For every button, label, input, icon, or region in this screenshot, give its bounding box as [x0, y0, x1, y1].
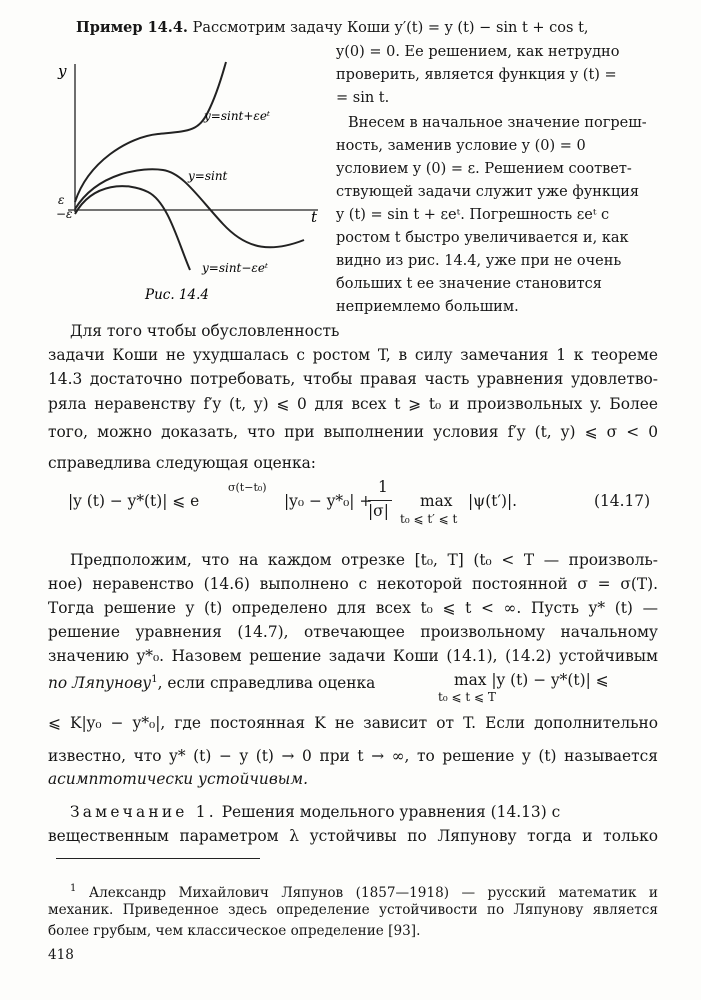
footnote-text-1: Александр Михайлович Ляпунов (1857—1918) — русский математик и: [88, 885, 658, 901]
y-axis-label: y: [58, 62, 67, 80]
curve-label-minus: y=sint−εeᵗ: [202, 261, 268, 275]
para2-line-1: Предположим, что на каждом отрезке [t₀, T] (t₀ < T — произволь-: [70, 551, 658, 569]
example-line-11: видно из рис. 14.4, уже при не очень: [336, 253, 622, 269]
x-axis-label: t: [311, 208, 318, 226]
para2-line-8: известно, что y* (t) − y (t) → 0 при t → ∞, то решение y (t) называется: [48, 747, 658, 765]
para1-line-6: справедлива следующая оценка:: [48, 454, 316, 472]
para2-line-7: ⩽ K|y₀ − y*₀|, где постоянная K не зависит от T. Если дополнительно: [48, 714, 658, 732]
footnote-line-2: механик. Приведенное здесь определение устойчивости по Ляпунову является: [48, 902, 658, 918]
example-line-8: ствующей задачи служит уже функция: [336, 184, 640, 200]
lyapunov-term: по Ляпунову: [48, 674, 152, 692]
para2-line-4: решение уравнения (14.7), отвечающее произвольному начальному: [48, 623, 658, 641]
formula-number: (14.17): [594, 492, 651, 510]
example-line-5: Внесем в начальное значение погреш-: [348, 115, 647, 131]
footnote-rule: [56, 858, 260, 859]
example-first-text: Рассмотрим задачу Коши y′(t) = y (t) − sin t + cos t,: [192, 20, 589, 36]
para1-line-2: задачи Коши не ухудшалась с ростом T, в силу замечания 1 к теореме: [48, 346, 658, 364]
eps-label: ε: [58, 193, 65, 207]
para2-line-5: значению y*₀. Назовем решение задачи Коши (14.1), (14.2) устойчивым: [48, 647, 658, 665]
para2-line-3: Тогда решение y (t) определено для всех t₀ ⩽ t < ∞. Пусть y* (t) —: [48, 599, 658, 617]
curve-label-plus: y=sint+εeᵗ: [204, 109, 270, 123]
example-line-6: ность, заменив условие y (0) = 0: [336, 138, 586, 154]
figure-caption: Рис. 14.4: [145, 287, 209, 303]
formula-14-17: [68, 478, 658, 538]
para1-line-4: ряла неравенству f′y (t, y) ⩽ 0 для всех t ⩾ t₀ и произвольных y. Более: [48, 395, 658, 413]
example-heading: Пример 14.4.: [76, 19, 188, 36]
para2-line-6-rest: , если справедлива оценка: [157, 674, 376, 692]
example-line-7: условием y (0) = ε. Решением соответ-: [336, 161, 632, 177]
example-line-1: [76, 18, 654, 38]
neg-eps-label: −ε: [56, 207, 73, 221]
footnote-line-3: более грубым, чем классическое определение [93].: [48, 923, 421, 939]
formula-exponent: σ(t−t₀): [228, 481, 267, 494]
figure-14-4: [48, 52, 333, 312]
para1-line-3: 14.3 достаточно потребовать, чтобы правая часть уравнения удовлетво-: [48, 370, 658, 388]
curve-sin-minus: [75, 186, 190, 270]
page-number: 418: [48, 947, 74, 963]
footnote-ref: 1: [151, 674, 158, 685]
formula-mid: |y₀ − y*₀| +: [284, 492, 373, 510]
footnote-mark: 1: [70, 883, 77, 894]
example-line-13: неприемлемо большим.: [336, 299, 519, 315]
footnote-line-1: [70, 879, 658, 903]
remark-line-1: [70, 801, 658, 823]
formula-frac-bar: [368, 500, 392, 501]
example-line-2: y(0) = 0. Ее решением, как нетрудно: [336, 44, 620, 60]
remark-line-2: вещественным параметром λ устойчивы по Ляпунову тогда и только: [48, 827, 658, 845]
curve-label-sin: y=sint: [188, 169, 228, 183]
example-line-9: y (t) = sin t + εeᵗ. Погрешность εeᵗ с: [336, 207, 610, 223]
formula-max: max: [420, 492, 453, 510]
para1-line-5: того, можно доказать, что при выполнении условия f′y (t, y) ⩽ σ < 0: [48, 423, 658, 441]
formula-max-sub: t₀ ⩽ t′ ⩽ t: [400, 512, 458, 526]
para1-line-1: Для того чтобы обусловленность: [70, 322, 340, 340]
para2-line-2: ное) неравенство (14.6) выполнено с некоторой постоянной σ = σ(T).: [48, 575, 658, 593]
para2-max-sub: t₀ ⩽ t ⩽ T: [438, 690, 496, 704]
remark-label: Замечание 1.: [70, 803, 217, 821]
remark-text-1: Решения модельного уравнения (14.13) с: [221, 803, 561, 821]
para2-line-6: [48, 669, 375, 694]
example-line-3: проверить, является функция y (t) =: [336, 67, 617, 83]
example-line-10: ростом t быстро увеличивается и, как: [336, 230, 629, 246]
formula-frac-num: 1: [378, 478, 388, 496]
para2-line-9: асимптотически устойчивым.: [48, 770, 308, 788]
formula-lhs: |y (t) − y*(t)| ⩽ e: [68, 492, 200, 510]
example-line-4: = sin t.: [336, 90, 390, 106]
formula-frac-den: |σ|: [368, 502, 389, 520]
para2-max-expr: max |y (t) − y*(t)| ⩽: [454, 671, 609, 689]
example-line-12: больших t ее значение становится: [336, 276, 602, 292]
formula-tail: |ψ(t′)|.: [468, 492, 518, 510]
